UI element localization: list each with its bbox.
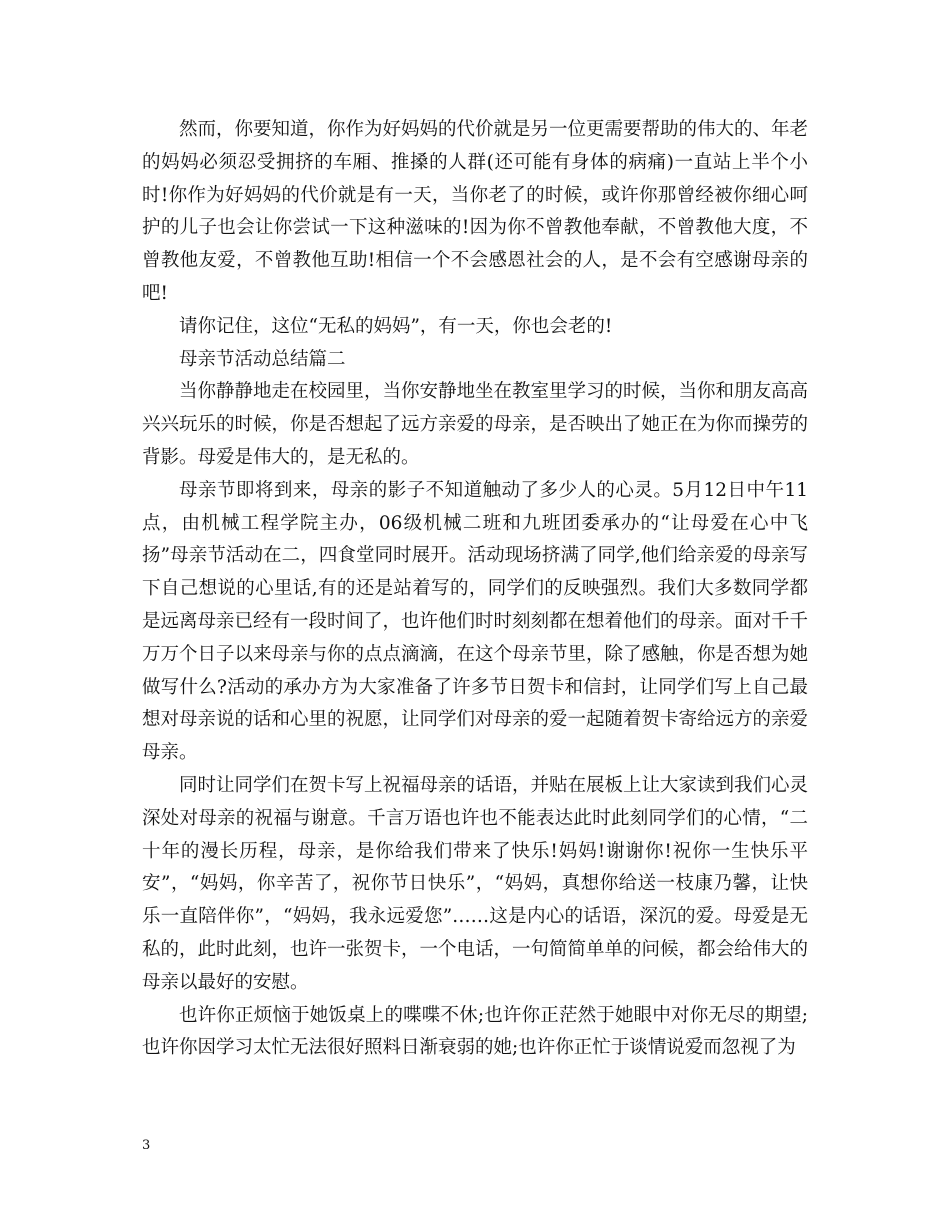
page-number: 3 <box>142 1138 151 1153</box>
body-text <box>142 114 808 1065</box>
paragraph: 请你记住，这位“无私的妈妈”，有一天，你也会老的! <box>179 315 613 337</box>
paragraph: 然而，你要知道，你作为好妈妈的代价就是另一位更需要帮助的伟大的、年老的妈妈必须忍受拥挤的车厢、推搡的人群(还可能有身体的病痛)一直站上半个小时!你作为好妈妈的代价就是有一天，当你老了的时候，或许你那曾经被你细心呵护的儿子也会让你尝试一下这种滋味的!因为你不曾教他奉献，不曾教他大度，不曾教他友爱，不曾教他互助!相信一个不会感恩社会的人，是不会有空感谢母亲的吧! <box>142 119 809 304</box>
paragraph: 母亲节即将到来，母亲的影子不知道触动了多少人的心灵。5月12日中午11点，由机械工程学院主办，06级机械二班和九班团委承办的“让母爱在心中飞扬”母亲节活动在二，四食堂同时展开。活动现场挤满了同学,他们给亲爱的母亲写下自己想说的心里话,有的还是站着写的，同学们的反映强烈。我们大多数同学都是远离母亲已经有一段时间了，也许他们时时刻刻都在想着他们的母亲。面对千千万万个日子以来母亲与你的点点滴滴，在这个母亲节里，除了感触，你是否想为她做写什么?活动的承办方为大家准备了许多节日贺卡和信封，让同学们写上自己最想对母亲说的话和心里的祝愿，让同学们对母亲的爱一起随着贺卡寄给远方的亲爱母亲。 <box>142 479 809 764</box>
paragraph: 当你静静地走在校园里，当你安静地坐在教室里学习的时候，当你和朋友高高兴兴玩乐的时候，你是否想起了远方亲爱的母亲，是否映出了她正在为你而操劳的背影。母爱是伟大的，是无私的。 <box>142 381 809 468</box>
paragraph: 也许你正烦恼于她饭桌上的喋喋不休;也许你正茫然于她眼中对你无尽的期望;也许你因学习太忙无法很好照料日渐衰弱的她;也许你正忙于谈情说爱而忽视了为 <box>142 1004 808 1059</box>
paragraph: 同时让同学们在贺卡写上祝福母亲的话语，并贴在展板上让大家读到我们心灵深处对母亲的祝福与谢意。千言万语也许也不能表达此时此刻同学们的心情，“二十年的漫长历程，母亲，是你给我们带来了快乐!妈妈!谢谢你!祝你一生快乐平安”，“妈妈，你辛苦了，祝你节日快乐”，“妈妈，真想你给送一枝康乃馨，让快乐一直陪伴你”，“妈妈，我永远爱您”……这是内心的话语，深沉的爱。母爱是无私的，此时此刻，也许一张贺卡，一个电话，一句简简单单的问候，都会给伟大的母亲以最好的安慰。 <box>142 774 809 993</box>
section-heading: 母亲节活动总结篇二 <box>179 348 346 370</box>
